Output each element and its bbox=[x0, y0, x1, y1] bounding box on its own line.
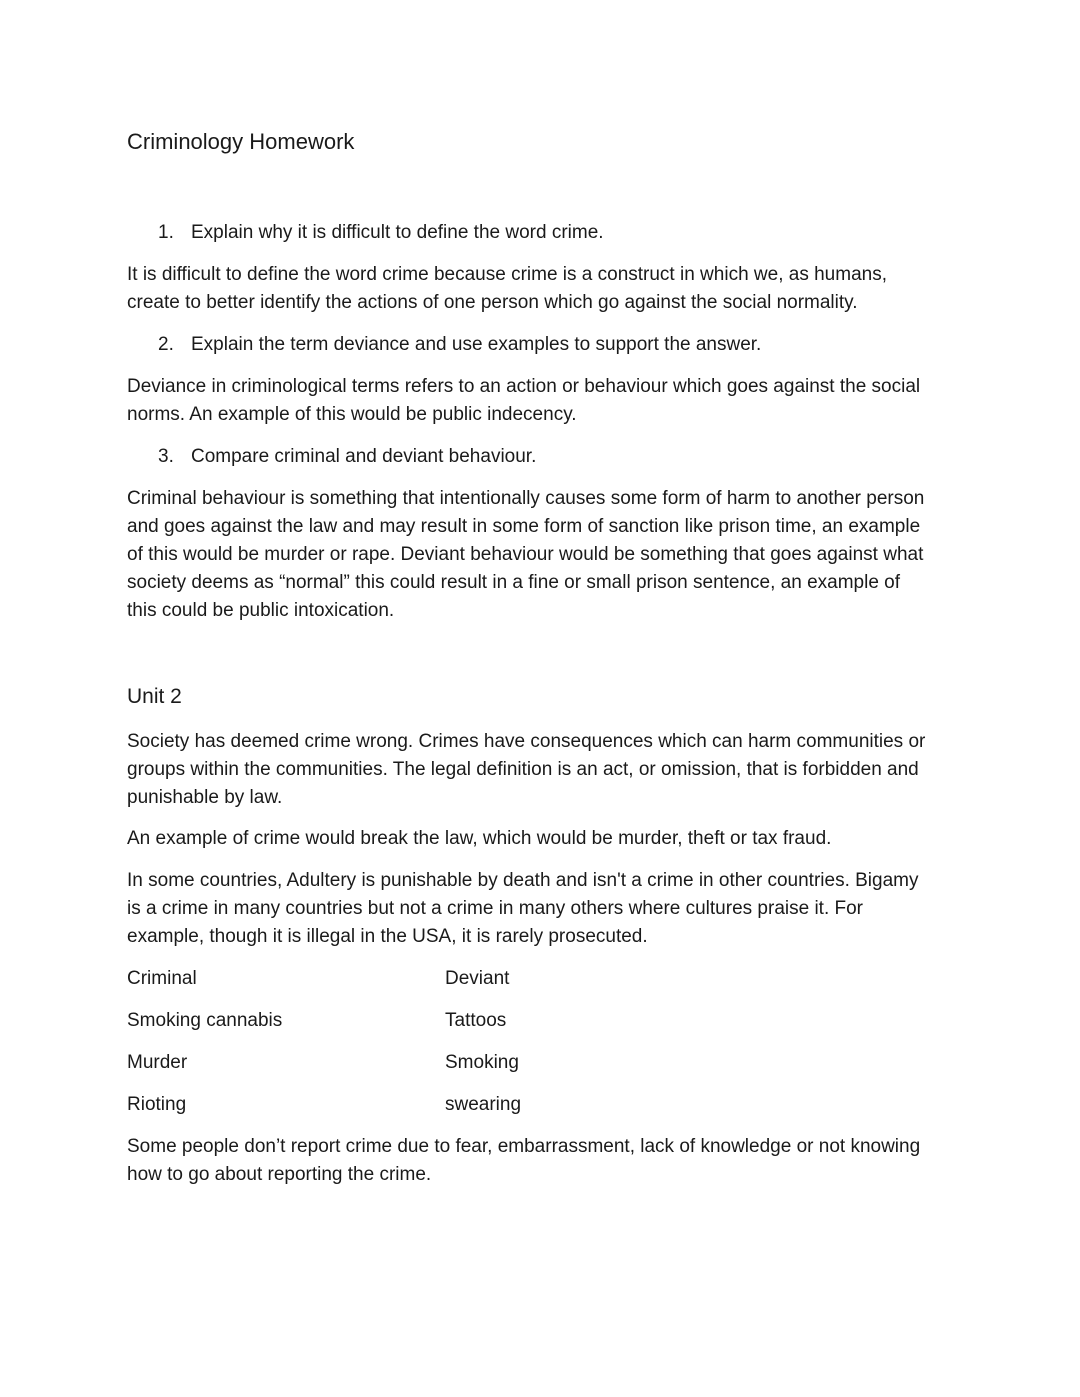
unit2-para3-line-3: example, though it is illegal in the USA, it is rarely prosecuted. bbox=[127, 926, 648, 947]
unit2-para1-line-1: Society has deemed crime wrong. Crimes have consequences which can harm communities or bbox=[127, 731, 926, 752]
answer-3-line-2: and goes against the law and may result in some form of sanction like prison time, an example bbox=[127, 516, 921, 537]
answer-3-line-5: this could be public intoxication. bbox=[127, 600, 395, 621]
unit2-para1-line-2: groups within the communities. The legal definition is an act, or omission, that is forbidden and bbox=[127, 759, 919, 780]
question-2 bbox=[158, 331, 761, 359]
answer-2-line-2: norms. An example of this would be public indecency. bbox=[127, 404, 577, 425]
question-number: 3. bbox=[158, 446, 174, 467]
table-cell: Rioting bbox=[127, 1094, 187, 1115]
table-cell: swearing bbox=[445, 1094, 522, 1115]
table-cell: Murder bbox=[127, 1052, 188, 1073]
answer-3-line-4: society deems as “normal” this could result in a fine or small prison sentence, an example of bbox=[127, 572, 901, 593]
answer-2-line-1: Deviance in criminological terms refers to an action or behaviour which goes against the social bbox=[127, 376, 921, 397]
unit2-para3-line-1: In some countries, Adultery is punishable by death and isn't a crime in other countries. Bigamy bbox=[127, 870, 919, 891]
unit2-para4-line-1: Some people don’t report crime due to fear, embarrassment, lack of knowledge or not knowing bbox=[127, 1136, 921, 1157]
question-number: 1. bbox=[158, 222, 174, 243]
question-3 bbox=[158, 443, 536, 471]
table-cell: Smoking bbox=[445, 1052, 519, 1073]
unit-heading: Unit 2 bbox=[127, 685, 182, 708]
table-header-deviant: Deviant bbox=[445, 968, 510, 989]
question-text: Compare criminal and deviant behaviour. bbox=[191, 446, 537, 467]
table-header-criminal: Criminal bbox=[127, 968, 197, 989]
document-title: Criminology Homework bbox=[127, 129, 355, 154]
answer-1-line-1: It is difficult to define the word crime because crime is a construct in which we, as humans, bbox=[127, 264, 887, 285]
question-text: Explain why it is difficult to define the word crime. bbox=[191, 222, 604, 243]
table-cell: Smoking cannabis bbox=[127, 1010, 283, 1031]
answer-3-line-3: of this would be murder or rape. Deviant behaviour would be something that goes against what bbox=[127, 544, 924, 565]
unit2-para3-line-2: is a crime in many countries but not a crime in many others where cultures praise it. For bbox=[127, 898, 864, 919]
unit2-para2: An example of crime would break the law, which would be murder, theft or tax fraud. bbox=[127, 828, 832, 849]
table-cell: Tattoos bbox=[445, 1010, 507, 1031]
unit2-para1-line-3: punishable by law. bbox=[127, 787, 283, 808]
question-1 bbox=[158, 219, 604, 247]
answer-1-line-2: create to better identify the actions of one person which go against the social normality. bbox=[127, 292, 858, 313]
question-text: Explain the term deviance and use examples to support the answer. bbox=[191, 334, 762, 355]
question-number: 2. bbox=[158, 334, 174, 355]
unit2-para4-line-2: how to go about reporting the crime. bbox=[127, 1164, 432, 1185]
answer-3-line-1: Criminal behaviour is something that intentionally causes some form of harm to another person bbox=[127, 488, 925, 509]
